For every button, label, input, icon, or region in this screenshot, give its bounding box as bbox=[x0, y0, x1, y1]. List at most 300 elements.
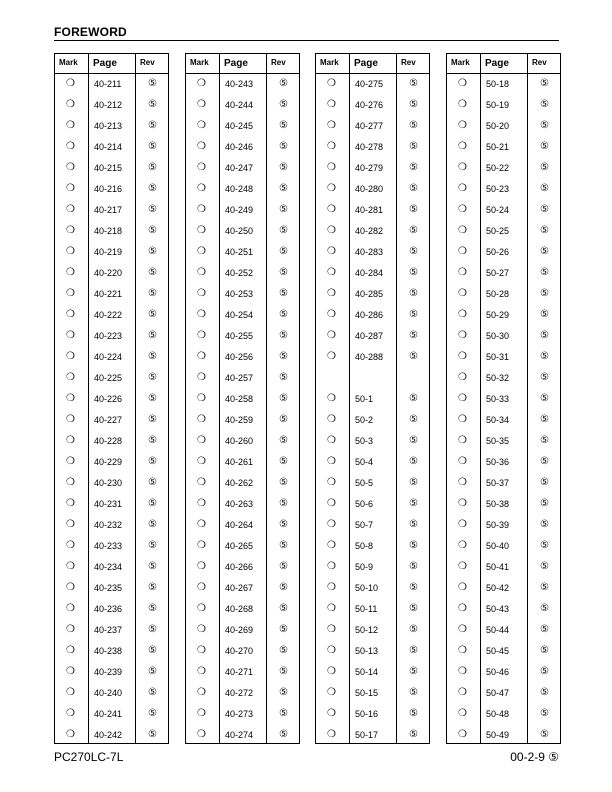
mark-circle-icon: ❍ bbox=[458, 666, 467, 677]
page-number-cell: 40-228 bbox=[94, 436, 123, 446]
page-header: Page bbox=[93, 58, 117, 69]
table-row bbox=[186, 603, 299, 624]
page-number-cell: 40-218 bbox=[94, 226, 123, 236]
page-number-cell: 40-257 bbox=[225, 373, 254, 383]
table-row bbox=[55, 204, 168, 225]
revision-5-icon: ⑤ bbox=[279, 687, 288, 698]
mark-circle-icon: ❍ bbox=[458, 519, 467, 530]
mark-circle-icon: ❍ bbox=[458, 414, 467, 425]
mark-circle-icon: ❍ bbox=[327, 183, 336, 194]
mark-circle-icon: ❍ bbox=[66, 666, 75, 677]
revision-5-icon: ⑤ bbox=[279, 582, 288, 593]
table-row bbox=[186, 372, 299, 393]
table-row bbox=[447, 288, 560, 309]
table-row bbox=[55, 225, 168, 246]
page-number-cell: 40-237 bbox=[94, 625, 123, 635]
table-row bbox=[55, 288, 168, 309]
page-number-cell: 40-280 bbox=[355, 184, 384, 194]
page-number-cell: 50-16 bbox=[355, 709, 379, 719]
revision-5-icon: ⑤ bbox=[540, 246, 549, 257]
table-header bbox=[447, 54, 560, 74]
mark-circle-icon: ❍ bbox=[458, 246, 467, 257]
table-row bbox=[186, 120, 299, 141]
revision-5-icon: ⑤ bbox=[279, 99, 288, 110]
mark-circle-icon: ❍ bbox=[66, 288, 75, 299]
table-row bbox=[186, 708, 299, 729]
mark-circle-icon: ❍ bbox=[327, 435, 336, 446]
revision-5-icon: ⑤ bbox=[148, 183, 157, 194]
revision-5-icon: ⑤ bbox=[540, 414, 549, 425]
model-number: PC270LC-7L bbox=[54, 750, 124, 764]
mark-circle-icon: ❍ bbox=[458, 708, 467, 719]
table-row bbox=[316, 540, 429, 561]
mark-circle-icon: ❍ bbox=[66, 435, 75, 446]
table-row bbox=[316, 141, 429, 162]
revision-5-icon: ⑤ bbox=[540, 162, 549, 173]
revision-5-icon: ⑤ bbox=[540, 120, 549, 131]
revision-5-icon: ⑤ bbox=[148, 372, 157, 383]
table-row bbox=[186, 519, 299, 540]
mark-circle-icon: ❍ bbox=[458, 288, 467, 299]
revision-5-icon: ⑤ bbox=[409, 666, 418, 677]
revision-5-icon: ⑤ bbox=[409, 435, 418, 446]
table-row bbox=[55, 162, 168, 183]
mark-circle-icon: ❍ bbox=[458, 582, 467, 593]
revision-5-icon: ⑤ bbox=[279, 414, 288, 425]
revision-5-icon: ⑤ bbox=[409, 393, 418, 404]
table-row bbox=[447, 78, 560, 99]
mark-circle-icon: ❍ bbox=[66, 582, 75, 593]
mark-circle-icon: ❍ bbox=[197, 120, 206, 131]
page-number-cell: 50-27 bbox=[486, 268, 510, 278]
table-row bbox=[316, 225, 429, 246]
table-row bbox=[55, 687, 168, 708]
table-row bbox=[186, 309, 299, 330]
revision-table-4 bbox=[446, 53, 561, 744]
table-row bbox=[447, 330, 560, 351]
revision-5-icon: ⑤ bbox=[148, 582, 157, 593]
table-row bbox=[55, 246, 168, 267]
page-number-cell: 40-241 bbox=[94, 709, 123, 719]
page-number-cell: 40-217 bbox=[94, 205, 123, 215]
mark-circle-icon: ❍ bbox=[458, 561, 467, 572]
page-number-cell: 50-1 bbox=[355, 394, 374, 404]
revision-5-icon: ⑤ bbox=[279, 477, 288, 488]
page-number-cell: 50-26 bbox=[486, 247, 510, 257]
mark-circle-icon: ❍ bbox=[66, 456, 75, 467]
table-row bbox=[447, 729, 560, 750]
page-number-cell: 50-32 bbox=[486, 373, 510, 383]
page-number-cell: 40-275 bbox=[355, 79, 384, 89]
page-number-cell: 40-265 bbox=[225, 541, 254, 551]
mark-circle-icon: ❍ bbox=[197, 645, 206, 656]
mark-circle-icon: ❍ bbox=[66, 540, 75, 551]
table-body bbox=[447, 78, 560, 750]
table-row bbox=[186, 561, 299, 582]
mark-circle-icon: ❍ bbox=[327, 645, 336, 656]
table-row bbox=[55, 477, 168, 498]
page-number-cell: 40-244 bbox=[225, 100, 254, 110]
revision-5-icon: ⑤ bbox=[540, 435, 549, 446]
page-number-cell: 40-264 bbox=[225, 520, 254, 530]
page-number-cell: 40-224 bbox=[94, 352, 123, 362]
mark-circle-icon: ❍ bbox=[66, 519, 75, 530]
mark-circle-icon: ❍ bbox=[458, 351, 467, 362]
revision-5-icon: ⑤ bbox=[409, 162, 418, 173]
mark-circle-icon: ❍ bbox=[458, 162, 467, 173]
page-number-cell: 40-272 bbox=[225, 688, 254, 698]
page-number-cell: 50-41 bbox=[486, 562, 510, 572]
revision-5-icon: ⑤ bbox=[148, 78, 157, 89]
page-number-cell: 50-18 bbox=[486, 79, 510, 89]
revision-5-icon: ⑤ bbox=[540, 78, 549, 89]
table-row bbox=[186, 624, 299, 645]
mark-circle-icon: ❍ bbox=[66, 204, 75, 215]
page-number-cell: 40-248 bbox=[225, 184, 254, 194]
page-number-cell: 40-211 bbox=[94, 79, 122, 89]
table-row bbox=[55, 582, 168, 603]
revision-5-icon: ⑤ bbox=[540, 645, 549, 656]
page-number-cell: 40-262 bbox=[225, 478, 254, 488]
page-number-cell: 50-48 bbox=[486, 709, 510, 719]
page-number-cell: 50-39 bbox=[486, 520, 510, 530]
revision-5-icon: ⑤ bbox=[279, 540, 288, 551]
page-number-cell: 40-232 bbox=[94, 520, 123, 530]
mark-circle-icon: ❍ bbox=[327, 330, 336, 341]
mark-circle-icon: ❍ bbox=[197, 162, 206, 173]
revision-5-icon: ⑤ bbox=[540, 687, 549, 698]
revision-5-icon: ⑤ bbox=[148, 204, 157, 215]
page-number-cell: 50-28 bbox=[486, 289, 510, 299]
revision-5-icon: ⑤ bbox=[409, 582, 418, 593]
revision-5-icon: ⑤ bbox=[148, 519, 157, 530]
table-row bbox=[316, 351, 429, 372]
table-row bbox=[316, 267, 429, 288]
mark-circle-icon: ❍ bbox=[66, 603, 75, 614]
mark-circle-icon: ❍ bbox=[327, 351, 336, 362]
mark-circle-icon: ❍ bbox=[458, 372, 467, 383]
mark-circle-icon: ❍ bbox=[66, 120, 75, 131]
mark-circle-icon: ❍ bbox=[327, 519, 336, 530]
mark-header: Mark bbox=[451, 58, 470, 67]
page-number-cell: 40-227 bbox=[94, 415, 123, 425]
page-number-cell: 40-245 bbox=[225, 121, 254, 131]
mark-circle-icon: ❍ bbox=[66, 372, 75, 383]
mark-circle-icon: ❍ bbox=[458, 141, 467, 152]
revision-5-icon: ⑤ bbox=[540, 204, 549, 215]
page-number-cell: 40-234 bbox=[94, 562, 123, 572]
revision-5-icon: ⑤ bbox=[409, 687, 418, 698]
table-row bbox=[447, 456, 560, 477]
revision-5-icon: ⑤ bbox=[148, 603, 157, 614]
page-number-cell: 40-274 bbox=[225, 730, 254, 740]
table-row bbox=[186, 99, 299, 120]
page-number-cell: 40-269 bbox=[225, 625, 254, 635]
page-number-cell: 50-20 bbox=[486, 121, 510, 131]
revision-5-icon: ⑤ bbox=[279, 708, 288, 719]
table-row bbox=[316, 246, 429, 267]
revision-5-icon: ⑤ bbox=[148, 498, 157, 509]
page-number-cell: 50-36 bbox=[486, 457, 510, 467]
table-row bbox=[316, 561, 429, 582]
table-row bbox=[447, 477, 560, 498]
page-number-cell: 40-268 bbox=[225, 604, 254, 614]
revision-5-icon: ⑤ bbox=[540, 477, 549, 488]
mark-circle-icon: ❍ bbox=[327, 120, 336, 131]
table-row bbox=[316, 624, 429, 645]
revision-5-icon: ⑤ bbox=[540, 498, 549, 509]
table-row bbox=[55, 519, 168, 540]
page-number-cell: 40-286 bbox=[355, 310, 384, 320]
page-number-cell: 40-238 bbox=[94, 646, 123, 656]
page-number-cell: 40-255 bbox=[225, 331, 254, 341]
revision-5-icon: ⑤ bbox=[540, 582, 549, 593]
table-row bbox=[447, 99, 560, 120]
revision-5-icon: ⑤ bbox=[540, 603, 549, 614]
revision-5-icon: ⑤ bbox=[279, 162, 288, 173]
table-row bbox=[186, 141, 299, 162]
revision-5-icon: ⑤ bbox=[279, 729, 288, 740]
mark-circle-icon: ❍ bbox=[327, 99, 336, 110]
revision-5-icon: ⑤ bbox=[409, 78, 418, 89]
revision-5-icon: ⑤ bbox=[540, 267, 549, 278]
table-row bbox=[55, 456, 168, 477]
mark-circle-icon: ❍ bbox=[66, 162, 75, 173]
page-number-cell: 40-250 bbox=[225, 226, 254, 236]
revision-5-icon: ⑤ bbox=[279, 498, 288, 509]
page-number-cell: 40-284 bbox=[355, 268, 384, 278]
page-number-cell: 40-212 bbox=[94, 100, 123, 110]
revision-5-icon: ⑤ bbox=[279, 666, 288, 677]
page-number-cell: 50-9 bbox=[355, 562, 374, 572]
page-number-cell: 40-247 bbox=[225, 163, 254, 173]
revision-5-icon: ⑤ bbox=[540, 666, 549, 677]
revision-5-icon: ⑤ bbox=[279, 456, 288, 467]
mark-circle-icon: ❍ bbox=[197, 246, 206, 257]
table-row bbox=[316, 78, 429, 99]
table-row bbox=[447, 183, 560, 204]
revision-5-icon: ⑤ bbox=[540, 393, 549, 404]
mark-circle-icon: ❍ bbox=[66, 561, 75, 572]
page-number-cell: 40-256 bbox=[225, 352, 254, 362]
mark-circle-icon: ❍ bbox=[458, 645, 467, 656]
mark-circle-icon: ❍ bbox=[197, 603, 206, 614]
mark-circle-icon: ❍ bbox=[458, 99, 467, 110]
table-row bbox=[186, 225, 299, 246]
mark-circle-icon: ❍ bbox=[197, 393, 206, 404]
mark-circle-icon: ❍ bbox=[197, 414, 206, 425]
mark-circle-icon: ❍ bbox=[197, 729, 206, 740]
mark-circle-icon: ❍ bbox=[66, 330, 75, 341]
page-number-cell: 50-45 bbox=[486, 646, 510, 656]
page-number-cell: 40-229 bbox=[94, 457, 123, 467]
revision-5-icon: ⑤ bbox=[279, 141, 288, 152]
mark-circle-icon: ❍ bbox=[458, 603, 467, 614]
table-row bbox=[186, 162, 299, 183]
page-title: FOREWORD bbox=[54, 26, 559, 41]
page-number-cell: 40-246 bbox=[225, 142, 254, 152]
mark-circle-icon: ❍ bbox=[197, 309, 206, 320]
revision-5-icon: ⑤ bbox=[540, 288, 549, 299]
page-number-cell: 40-214 bbox=[94, 142, 123, 152]
revision-5-icon: ⑤ bbox=[148, 477, 157, 488]
mark-circle-icon: ❍ bbox=[66, 246, 75, 257]
page-number-cell: 40-281 bbox=[355, 205, 384, 215]
revision-5-icon: ⑤ bbox=[148, 309, 157, 320]
page-number-cell: 40-222 bbox=[94, 310, 123, 320]
mark-circle-icon: ❍ bbox=[66, 267, 75, 278]
revision-5-icon: ⑤ bbox=[148, 729, 157, 740]
revision-5-icon: ⑤ bbox=[279, 603, 288, 614]
page-number-cell: 40-273 bbox=[225, 709, 254, 719]
page-number-cell: 50-33 bbox=[486, 394, 510, 404]
revision-5-icon: ⑤ bbox=[409, 603, 418, 614]
mark-circle-icon: ❍ bbox=[197, 687, 206, 698]
table-row bbox=[55, 267, 168, 288]
revision-5-icon: ⑤ bbox=[540, 225, 549, 236]
table-row bbox=[55, 393, 168, 414]
revision-5-icon: ⑤ bbox=[409, 414, 418, 425]
page-number-cell: 50-49 bbox=[486, 730, 510, 740]
page-number-cell: 40-235 bbox=[94, 583, 123, 593]
table-row bbox=[447, 372, 560, 393]
page-number-cell: 40-277 bbox=[355, 121, 384, 131]
table-row bbox=[186, 204, 299, 225]
mark-circle-icon: ❍ bbox=[458, 309, 467, 320]
revision-5-icon: ⑤ bbox=[540, 456, 549, 467]
table-row bbox=[186, 498, 299, 519]
revision-5-icon: ⑤ bbox=[409, 120, 418, 131]
page-number-cell: 40-213 bbox=[94, 121, 123, 131]
page-number-cell: 40-243 bbox=[225, 79, 254, 89]
table-row bbox=[447, 435, 560, 456]
table-row bbox=[55, 708, 168, 729]
table-row bbox=[316, 330, 429, 351]
page-number-cell: 50-37 bbox=[486, 478, 510, 488]
mark-circle-icon: ❍ bbox=[197, 456, 206, 467]
revision-5-icon: ⑤ bbox=[279, 183, 288, 194]
mark-circle-icon: ❍ bbox=[458, 729, 467, 740]
mark-circle-icon: ❍ bbox=[197, 204, 206, 215]
mark-circle-icon: ❍ bbox=[197, 582, 206, 593]
mark-circle-icon: ❍ bbox=[197, 78, 206, 89]
page-header: Page bbox=[485, 58, 509, 69]
page-number-cell: 40-215 bbox=[94, 163, 123, 173]
table-row bbox=[316, 519, 429, 540]
table-row bbox=[186, 330, 299, 351]
revision-5-icon: ⑤ bbox=[540, 561, 549, 572]
table-row bbox=[447, 351, 560, 372]
revision-table-1 bbox=[54, 53, 169, 744]
revision-5-icon: ⑤ bbox=[279, 120, 288, 131]
page-number-cell: 40-259 bbox=[225, 415, 254, 425]
revision-5-icon: ⑤ bbox=[279, 351, 288, 362]
mark-circle-icon: ❍ bbox=[458, 267, 467, 278]
revision-5-icon: ⑤ bbox=[148, 687, 157, 698]
page-number-cell: 40-271 bbox=[225, 667, 254, 677]
revision-5-icon: ⑤ bbox=[540, 372, 549, 383]
page-number-cell: 40-267 bbox=[225, 583, 254, 593]
mark-circle-icon: ❍ bbox=[458, 540, 467, 551]
table-row bbox=[55, 120, 168, 141]
mark-circle-icon: ❍ bbox=[197, 561, 206, 572]
mark-circle-icon: ❍ bbox=[66, 624, 75, 635]
mark-circle-icon: ❍ bbox=[197, 666, 206, 677]
table-row bbox=[186, 582, 299, 603]
rev-header: Rev bbox=[401, 58, 416, 67]
mark-circle-icon: ❍ bbox=[458, 225, 467, 236]
table-row bbox=[316, 414, 429, 435]
table-row bbox=[55, 603, 168, 624]
mark-circle-icon: ❍ bbox=[197, 519, 206, 530]
revision-5-icon: ⑤ bbox=[409, 204, 418, 215]
table-row bbox=[55, 141, 168, 162]
revision-5-icon: ⑤ bbox=[279, 519, 288, 530]
page-number-cell: 40-223 bbox=[94, 331, 123, 341]
revision-5-icon: ⑤ bbox=[540, 99, 549, 110]
mark-header: Mark bbox=[190, 58, 209, 67]
page-number-cell: 50-30 bbox=[486, 331, 510, 341]
mark-circle-icon: ❍ bbox=[458, 393, 467, 404]
mark-circle-icon: ❍ bbox=[66, 78, 75, 89]
mark-circle-icon: ❍ bbox=[197, 372, 206, 383]
revision-5-icon: ⑤ bbox=[279, 330, 288, 341]
page-number-cell: 40-260 bbox=[225, 436, 254, 446]
revision-5-icon: ⑤ bbox=[540, 330, 549, 341]
table-row bbox=[447, 498, 560, 519]
mark-circle-icon: ❍ bbox=[458, 435, 467, 446]
revision-5-icon: ⑤ bbox=[279, 204, 288, 215]
revision-5-icon: ⑤ bbox=[279, 309, 288, 320]
table-row bbox=[447, 708, 560, 729]
table-row bbox=[55, 99, 168, 120]
revision-5-icon: ⑤ bbox=[279, 246, 288, 257]
revision-5-icon: ⑤ bbox=[409, 624, 418, 635]
table-row bbox=[55, 645, 168, 666]
mark-circle-icon: ❍ bbox=[66, 645, 75, 656]
table-row bbox=[316, 603, 429, 624]
revision-table-3 bbox=[315, 53, 430, 744]
table-row bbox=[186, 267, 299, 288]
mark-circle-icon: ❍ bbox=[327, 78, 336, 89]
table-row bbox=[316, 582, 429, 603]
mark-circle-icon: ❍ bbox=[327, 204, 336, 215]
revision-5-icon: ⑤ bbox=[409, 99, 418, 110]
page-number-cell: 50-2 bbox=[355, 415, 374, 425]
page-number-cell: 50-23 bbox=[486, 184, 510, 194]
mark-circle-icon: ❍ bbox=[197, 99, 206, 110]
page-number-cell: 40-239 bbox=[94, 667, 123, 677]
table-row bbox=[316, 498, 429, 519]
table-row bbox=[186, 183, 299, 204]
mark-circle-icon: ❍ bbox=[458, 120, 467, 131]
page-number-cell: 50-17 bbox=[355, 730, 379, 740]
revision-5-icon: ⑤ bbox=[279, 645, 288, 656]
revision-5-icon: ⑤ bbox=[540, 624, 549, 635]
mark-circle-icon: ❍ bbox=[66, 708, 75, 719]
table-body bbox=[186, 78, 299, 750]
page-number-cell: 40-278 bbox=[355, 142, 384, 152]
mark-circle-icon: ❍ bbox=[66, 183, 75, 194]
table-body bbox=[316, 78, 429, 750]
table-row bbox=[447, 687, 560, 708]
table-row bbox=[447, 225, 560, 246]
revision-5-icon: ⑤ bbox=[279, 372, 288, 383]
revision-5-icon: ⑤ bbox=[279, 435, 288, 446]
page-number-cell: 40-230 bbox=[94, 478, 123, 488]
table-row bbox=[186, 288, 299, 309]
revision-5-icon: ⑤ bbox=[409, 141, 418, 152]
